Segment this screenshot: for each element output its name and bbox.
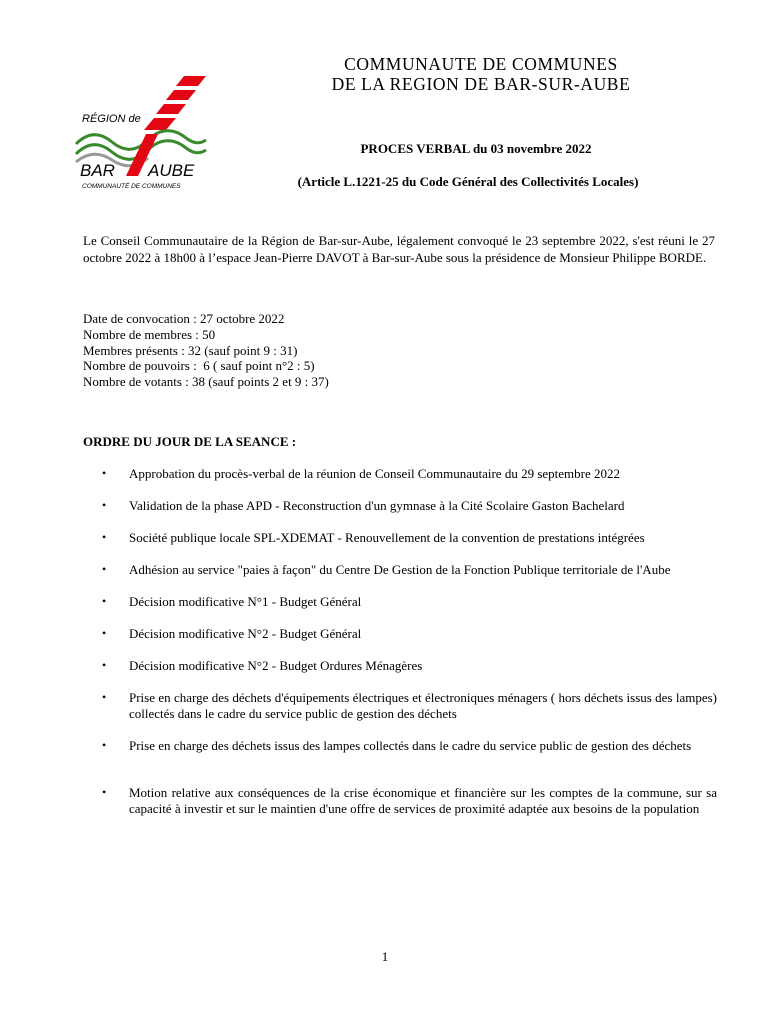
bullet-icon: • <box>102 562 107 576</box>
bullet-icon: • <box>102 658 107 672</box>
bullet-icon: • <box>102 785 107 799</box>
bullet-icon: • <box>102 498 107 512</box>
logo-aube-text: AUBE <box>148 161 195 180</box>
organization-title <box>296 54 666 94</box>
agenda-item-text: Approbation du procès-verbal de la réunion de Conseil Communautaire du 29 septembre 2022 <box>129 466 620 481</box>
region-bar-sur-aube-logo <box>74 72 208 194</box>
article-reference: (Article L.1221-25 du Code Général des Collectivités Locales) <box>297 174 639 189</box>
logo-communaute-text: COMMUNAUTÉ DE COMMUNES <box>82 183 181 190</box>
meeting-detail: Nombre de membres : 50 <box>83 326 216 342</box>
agenda-item-text: Validation de la phase APD - Reconstruction d'un gymnase à la Cité Scolaire Gaston Bachelard <box>129 498 625 513</box>
logo-region-text: RÉGION de <box>82 113 141 125</box>
agenda-item-text: Société publique locale SPL-XDEMAT - Renouvellement de la convention de prestations intégrées <box>129 530 645 545</box>
logo-bar-text: BAR <box>80 161 115 180</box>
organization-title-line2: DE LA REGION DE BAR-SUR-AUBE <box>331 74 631 94</box>
logo-red-stripes <box>144 76 206 130</box>
agenda-item-text: Décision modificative N°1 - Budget Général <box>129 594 362 609</box>
bullet-icon: • <box>102 626 107 640</box>
agenda-heading: ORDRE DU JOUR DE LA SEANCE : <box>83 434 297 449</box>
organization-title-line1: COMMUNAUTE DE COMMUNES <box>344 54 618 74</box>
bullet-icon: • <box>102 738 107 752</box>
page-number: 1 <box>381 949 389 964</box>
agenda-item-text: Prise en charge des déchets d'équipements électriques et électroniques ménagers ( hors déchets issus des lampes) collectés dans le cadre du service public de gestion des déchets <box>129 690 717 721</box>
meeting-detail: Membres présents : 32 (sauf point 9 : 31) <box>83 342 298 358</box>
agenda-item-text: Adhésion au service "paies à façon" du Centre De Gestion de la Fonction Publique territoriale de l'Aube <box>129 562 671 577</box>
meeting-detail: Date de convocation : 27 octobre 2022 <box>83 311 285 326</box>
agenda-item-text: Décision modificative N°2 - Budget Général <box>129 626 362 641</box>
agenda-item-text: Prise en charge des déchets issus des lampes collectés dans le cadre du service public de gestion des déchets <box>129 738 692 753</box>
bullet-icon: • <box>102 594 107 608</box>
meeting-detail: Nombre de votants : 38 (sauf points 2 et 9 : 37) <box>83 374 329 390</box>
agenda-item-text: Décision modificative N°2 - Budget Ordures Ménagères <box>129 658 423 673</box>
bullet-icon: • <box>102 466 107 480</box>
meeting-detail: Nombre de pouvoirs : 6 ( sauf point n°2 : 5) <box>83 358 315 374</box>
bullet-icon: • <box>102 690 107 704</box>
proces-verbal-title: PROCES VERBAL du 03 novembre 2022 <box>360 141 592 156</box>
agenda-item-text: Motion relative aux conséquences de la crise économique et financière sur les comptes de la commune, sur sa capacité à investir et sur le maintien d'une offre de services de proximité adaptée aux besoins de la population <box>129 785 717 816</box>
bullet-icon: • <box>102 530 107 544</box>
meeting-details <box>83 311 329 390</box>
intro-paragraph: Le Conseil Communautaire de la Région de Bar-sur-Aube, légalement convoqué le 23 septembre 2022, s'est réuni le 27 octobre 2022 à 18h00 à l’espace Jean-Pierre DAVOT à Bar-sur-Aube sous la présidence de Monsieur Philippe BORDE. <box>83 233 715 265</box>
